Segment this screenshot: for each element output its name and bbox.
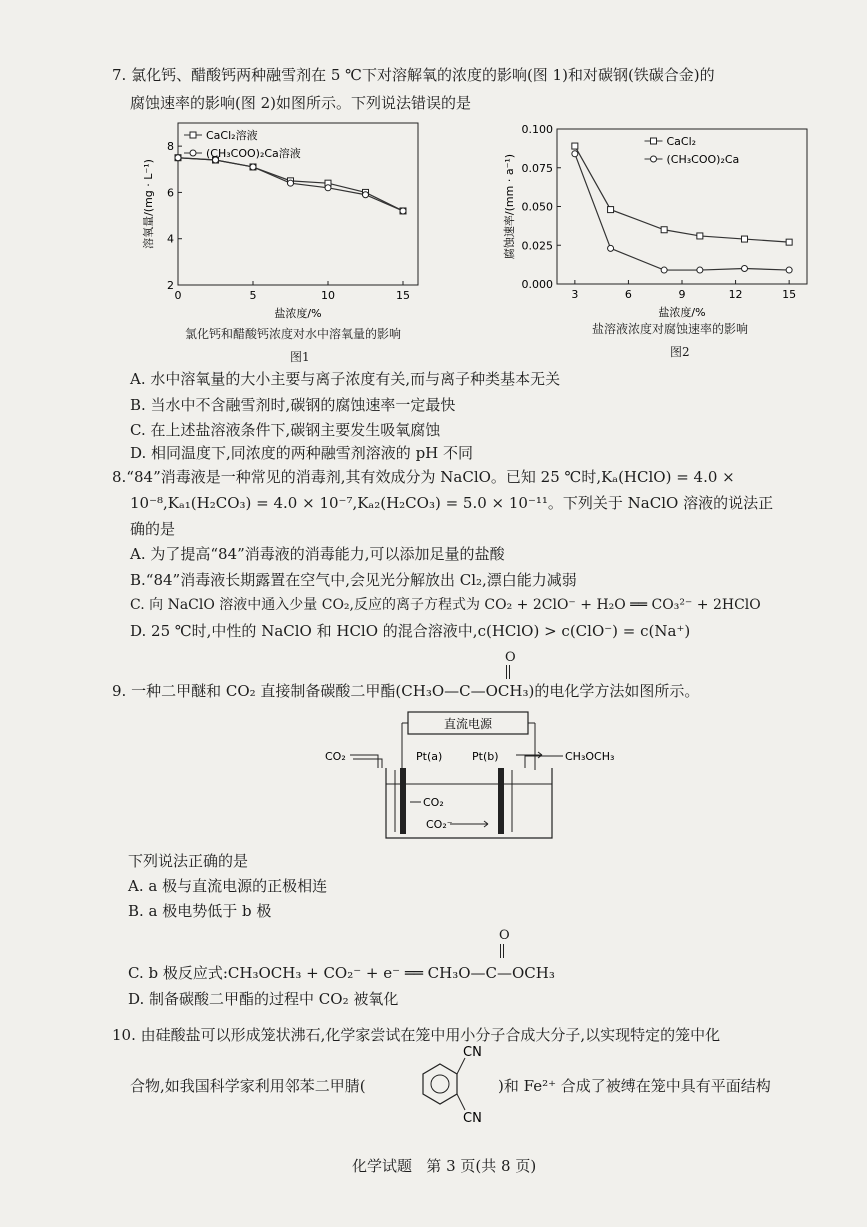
q10-stem-line1: 10. 由硅酸盐可以形成笼状沸石,化学家尝试在笼中用小分子合成大分子,以实现特定的笼中化 (112, 1026, 721, 1044)
inner-co2-label: CO₂ (423, 796, 444, 809)
figure-2 (495, 115, 815, 330)
fig2-x-tick-label: 15 (782, 288, 797, 301)
q9-stem: 9. 一种二甲醚和 CO₂ 直接制备碳酸二甲酯(CH₃O—C—OCH₃)的电化学方法如图所示。 (112, 682, 700, 700)
fig1-y-tick-label: 2 (167, 279, 174, 292)
q7-stem-line2: 腐蚀速率的影响(图 2)如图所示。下列说法错误的是 (130, 94, 472, 112)
benzene-aromatic-circle (431, 1075, 449, 1093)
fig2-series-0-point (608, 207, 614, 213)
fig2-y-tick-label: 0.100 (521, 123, 553, 136)
q7-option-c: C. 在上述盐溶液条件下,碳钢主要发生吸氧腐蚀 (130, 421, 441, 439)
figure-2-plot (502, 123, 807, 319)
q7-stem-line1: 7. 氯化钙、醋酸钙两种融雪剂在 5 ℃下对溶解氧的浓度的影响(图 1)和对碳钢(铁碳合金)的 (112, 66, 715, 84)
fig2-series-0-point (786, 239, 792, 245)
fig1-y-tick-label: 4 (167, 232, 174, 246)
electrolysis-diagram (320, 710, 620, 845)
fig1-series-1-point (325, 185, 331, 191)
figure-1 (130, 115, 440, 345)
fig1-y-tick-label: 6 (167, 186, 174, 200)
ether-inlet-tube (525, 756, 563, 768)
fig2-series-1-point (608, 245, 614, 251)
fig2-series-0-point (742, 236, 748, 242)
q9-optc-carbonyl-o: O (499, 928, 510, 943)
fig1-x-tick-label: 0 (174, 289, 182, 302)
q10-stem-line2-post: )和 Fe²⁺ 合成了被缚在笼中具有平面结构 (498, 1077, 771, 1095)
fig2-series-1-point (661, 267, 667, 273)
figure-1-label: 图1 (290, 350, 310, 364)
fig2-legend-label: (CH₃COO)₂Ca (666, 153, 740, 166)
co2-inlet-tube (350, 755, 378, 768)
ether-inlet-label: CH₃OCH₃ (565, 750, 615, 763)
q8-option-b: B.“84”消毒液长期露置在空气中,会见光分解放出 Cl₂,漂白能力减弱 (130, 571, 577, 589)
fig2-x-tick-label: 6 (624, 288, 632, 301)
cn-bottom: CN (463, 1111, 482, 1122)
q7-option-b: B. 当水中不含融雪剂时,碳钢的腐蚀速率一定最快 (130, 396, 456, 414)
fig2-y-tick-label: 0.025 (521, 239, 553, 253)
q7-option-a: A. 水中溶氧量的大小主要与离子浓度有关,而与离子种类基本无关 (130, 370, 561, 388)
q9-option-b: B. a 极电势低于 b 极 (128, 902, 272, 920)
electrode-b (498, 768, 504, 834)
co2-inlet-label: CO₂ (325, 750, 346, 763)
q9-carbonyl-bond (506, 665, 508, 679)
fig2-x-axis-label: 盐浓度/% (658, 306, 706, 319)
benzene-ring (423, 1064, 457, 1104)
q8-stem-line1: 8.“84”消毒液是一种常见的消毒剂,其有效成分为 NaClO。已知 25 ℃时,Kₐ(HClO) = 4.0 × (112, 468, 735, 486)
figure-2-label: 图2 (670, 345, 690, 359)
fig1-series-1-point (250, 164, 256, 170)
page-footer: 化学试题 第 3 页(共 8 页) (352, 1157, 537, 1175)
fig1-x-tick-label: 10 (321, 289, 335, 302)
electrode-a (400, 768, 406, 834)
fig1-legend-label: CaCl₂溶液 (206, 129, 258, 142)
fig1-legend-label: (CH₃COO)₂Ca溶液 (206, 147, 301, 160)
fig2-y-tick-label: 0.000 (521, 278, 553, 291)
fig2-x-tick-label: 3 (571, 288, 579, 301)
pt-b-label: Pt(b) (472, 750, 499, 763)
q8-stem-line2: 10⁻⁸,Kₐ₁(H₂CO₃) = 4.0 × 10⁻⁷,Kₐ₂(H₂CO₃) = 5.0 × 10⁻¹¹。下列关于 NaClO 溶液的说法正 (130, 494, 774, 512)
inner-co2-ion-label: CO₂⁻ (426, 818, 453, 831)
fig1-x-tick-label: 5 (249, 289, 257, 302)
q10-stem-line2-pre: 合物,如我国科学家利用邻苯二甲腈( (130, 1077, 366, 1095)
q9-optc-bond-2 (503, 944, 505, 958)
fig1-series-1-point (175, 155, 181, 161)
q9-carbonyl-bond-2 (509, 665, 511, 679)
fig1-legend-marker (190, 132, 196, 138)
q9-option-a: A. a 极与直流电源的正极相连 (128, 877, 328, 895)
fig1-series-1-point (288, 180, 294, 186)
q7-option-d: D. 相同温度下,同浓度的两种融雪剂溶液的 pH 不同 (130, 444, 474, 462)
q9-carbonyl-o: O (505, 650, 516, 665)
fig2-legend-label: CaCl₂ (666, 135, 697, 148)
fig2-series-0-point (697, 233, 703, 239)
q8-option-a: A. 为了提高“84”消毒液的消毒能力,可以添加足量的盐酸 (130, 545, 505, 563)
q8-stem-line3: 确的是 (130, 520, 176, 538)
fig2-legend-marker (651, 156, 657, 162)
fig2-y-tick-label: 0.075 (521, 161, 553, 175)
fig2-series-1-point (786, 267, 792, 273)
fig2-series-1-point (572, 151, 578, 157)
pt-a-label: Pt(a) (416, 750, 443, 763)
fig2-y-tick-label: 0.050 (521, 200, 553, 214)
fig2-series-1-point (742, 266, 748, 272)
fig1-y-tick-label: 8 (167, 140, 174, 154)
q9-optc-bond (500, 944, 502, 958)
figure-2-caption: 盐溶液浓度对腐蚀速率的影响 (592, 322, 749, 336)
q8-option-d: D. 25 ℃时,中性的 NaClO 和 HClO 的混合溶液中,c(HClO) > c(ClO⁻) = c(Na⁺) (130, 622, 691, 640)
figure-1-caption: 氯化钙和醋酸钙浓度对水中溶氧量的影响 (185, 327, 402, 341)
fig2-legend-marker (651, 138, 657, 144)
cn-top: CN (463, 1045, 482, 1060)
fig2-series-1-line (575, 154, 789, 270)
q9-option-c: C. b 极反应式:CH₃OCH₃ + CO₂⁻ + e⁻ ══ CH₃O—C—OCH₃ (128, 964, 555, 982)
phthalonitrile-structure (405, 1042, 495, 1122)
fig1-legend-marker (190, 150, 196, 156)
fig1-series-1-point (363, 192, 369, 198)
fig1-y-axis-label: 溶氧量/(mg · L⁻¹) (142, 159, 155, 249)
fig2-x-tick-label: 9 (678, 288, 686, 301)
fig2-x-tick-label: 12 (728, 288, 743, 301)
power-label: 直流电源 (443, 717, 493, 731)
fig2-series-0-point (661, 227, 667, 233)
fig1-x-tick-label: 15 (396, 289, 410, 302)
q9-option-d: D. 制备碳酸二甲酯的过程中 CO₂ 被氧化 (128, 990, 399, 1008)
fig2-series-1-point (697, 267, 703, 273)
fig2-series-0-point (572, 143, 578, 149)
cell-vessel (386, 768, 552, 838)
fig2-y-axis-label: 腐蚀速率/(mm · a⁻¹) (503, 153, 516, 260)
fig1-x-axis-label: 盐浓度/% (274, 307, 322, 320)
fig1-series-1-point (400, 208, 406, 214)
q8-option-c: C. 向 NaClO 溶液中通入少量 CO₂,反应的离子方程式为 CO₂ + 2ClO⁻ + H₂O ══ CO₃²⁻ + 2HClO (130, 597, 761, 613)
q9-prompt: 下列说法正确的是 (128, 852, 249, 870)
figure-1-plot (141, 123, 418, 320)
